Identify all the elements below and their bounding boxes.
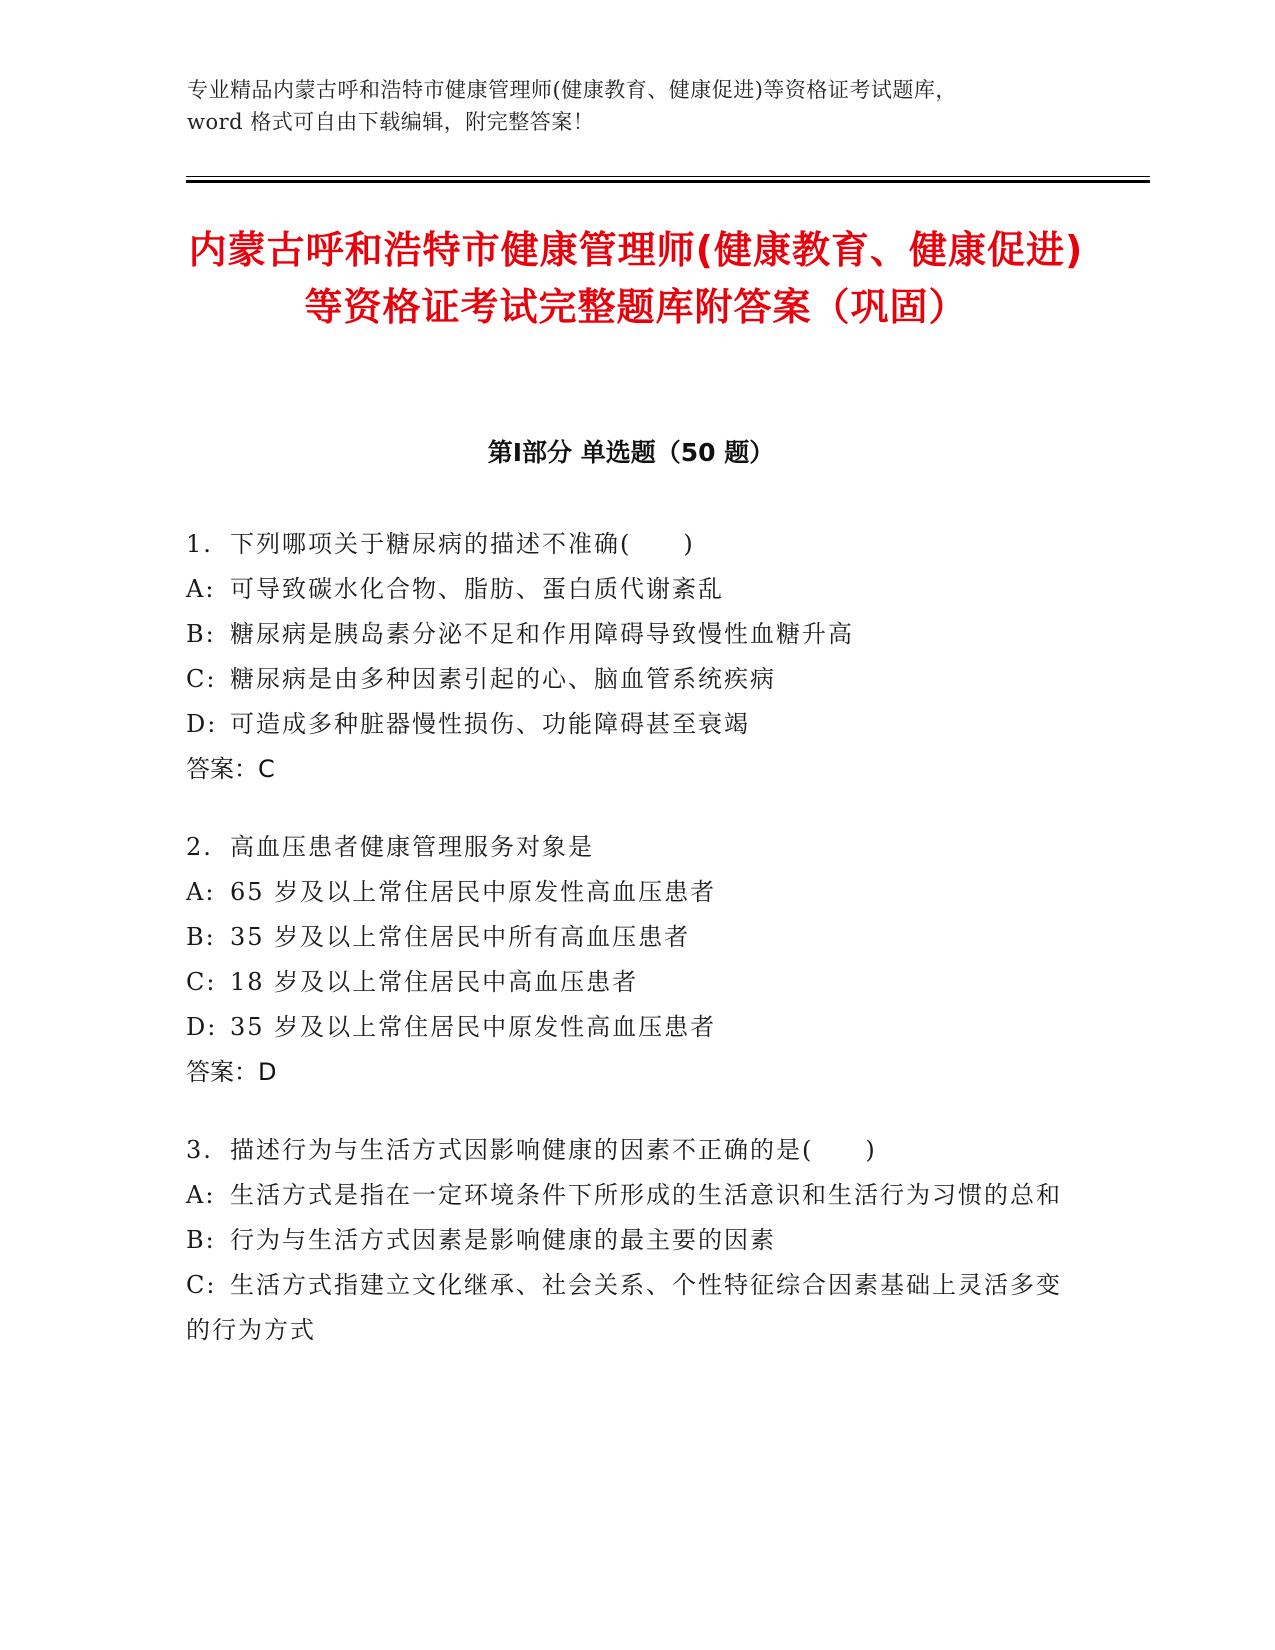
option-text: 生活方式指建立文化继承、社会关系、个性特征综合因素基础上灵活多变的行为方式 — [186, 1271, 1062, 1344]
question-text: 下列哪项关于糖尿病的描述不准确( ) — [230, 530, 695, 558]
question-item — [186, 825, 1066, 1095]
option-d — [186, 1005, 1066, 1050]
option-b — [186, 1218, 1066, 1263]
option-b — [186, 915, 1066, 960]
question-stem — [186, 1128, 1066, 1173]
option-c — [186, 960, 1066, 1005]
document-title: 内蒙古呼和浩特市健康管理师(健康教育、健康促进)等资格证考试完整题库附答案（巩固） — [188, 228, 1084, 329]
option-a — [186, 1173, 1066, 1218]
option-text: 65 岁及以上常住居民中原发性高血压患者 — [230, 878, 717, 906]
answer-line: 答案：D — [186, 1058, 277, 1086]
option-text: 糖尿病是胰岛素分泌不足和作用障碍导致慢性血糖升高 — [230, 620, 854, 648]
option-key: D: — [186, 1013, 218, 1041]
option-key: B: — [186, 923, 216, 951]
option-c — [186, 1263, 1066, 1353]
header-note-line2: word 格式可自由下载编辑，附完整答案！ — [187, 110, 595, 134]
question-item — [186, 522, 1066, 792]
option-a — [186, 870, 1066, 915]
option-text: 糖尿病是由多种因素引起的心、脑血管系统疾病 — [230, 665, 776, 693]
question-list — [186, 522, 1066, 1386]
header-note-line1: 专业精品内蒙古呼和浩特市健康管理师(健康教育、健康促进)等资格证考试题库， — [187, 78, 957, 102]
question-stem — [186, 825, 1066, 870]
option-text: 18 岁及以上常住居民中高血压患者 — [230, 968, 639, 996]
option-text: 可造成多种脏器慢性损伤、功能障碍甚至衰竭 — [230, 710, 750, 738]
option-d — [186, 702, 1066, 747]
option-text: 35 岁及以上常住居民中原发性高血压患者 — [230, 1013, 717, 1041]
option-key: D: — [186, 710, 218, 738]
option-key: A: — [186, 575, 216, 603]
header-divider-thick — [186, 180, 1150, 183]
question-number: 2. — [186, 833, 213, 861]
option-text: 行为与生活方式因素是影响健康的最主要的因素 — [230, 1226, 776, 1254]
header-note — [187, 74, 1087, 138]
option-key: B: — [186, 620, 216, 648]
question-number: 3. — [186, 1136, 213, 1164]
option-text: 35 岁及以上常住居民中所有高血压患者 — [230, 923, 691, 951]
question-text: 描述行为与生活方式因影响健康的因素不正确的是( ) — [230, 1136, 877, 1164]
option-key: C: — [186, 1271, 217, 1299]
option-key: C: — [186, 968, 217, 996]
option-b — [186, 612, 1066, 657]
question-number: 1. — [186, 530, 213, 558]
option-text: 可导致碳水化合物、脂肪、蛋白质代谢紊乱 — [230, 575, 724, 603]
question-item — [186, 1128, 1066, 1353]
option-c — [186, 657, 1066, 702]
option-key: A: — [186, 878, 216, 906]
option-key: C: — [186, 665, 217, 693]
option-text: 生活方式是指在一定环境条件下所形成的生活意识和生活行为习惯的总和 — [230, 1181, 1062, 1209]
option-key: A: — [186, 1181, 216, 1209]
answer-line: 答案：C — [186, 755, 275, 783]
option-a — [186, 567, 1066, 612]
section-title: 第Ⅰ部分 单选题（50 题） — [487, 438, 775, 467]
option-key: B: — [186, 1226, 216, 1254]
header-divider-thin — [186, 176, 1150, 177]
question-stem — [186, 522, 1066, 567]
question-text: 高血压患者健康管理服务对象是 — [230, 833, 594, 861]
